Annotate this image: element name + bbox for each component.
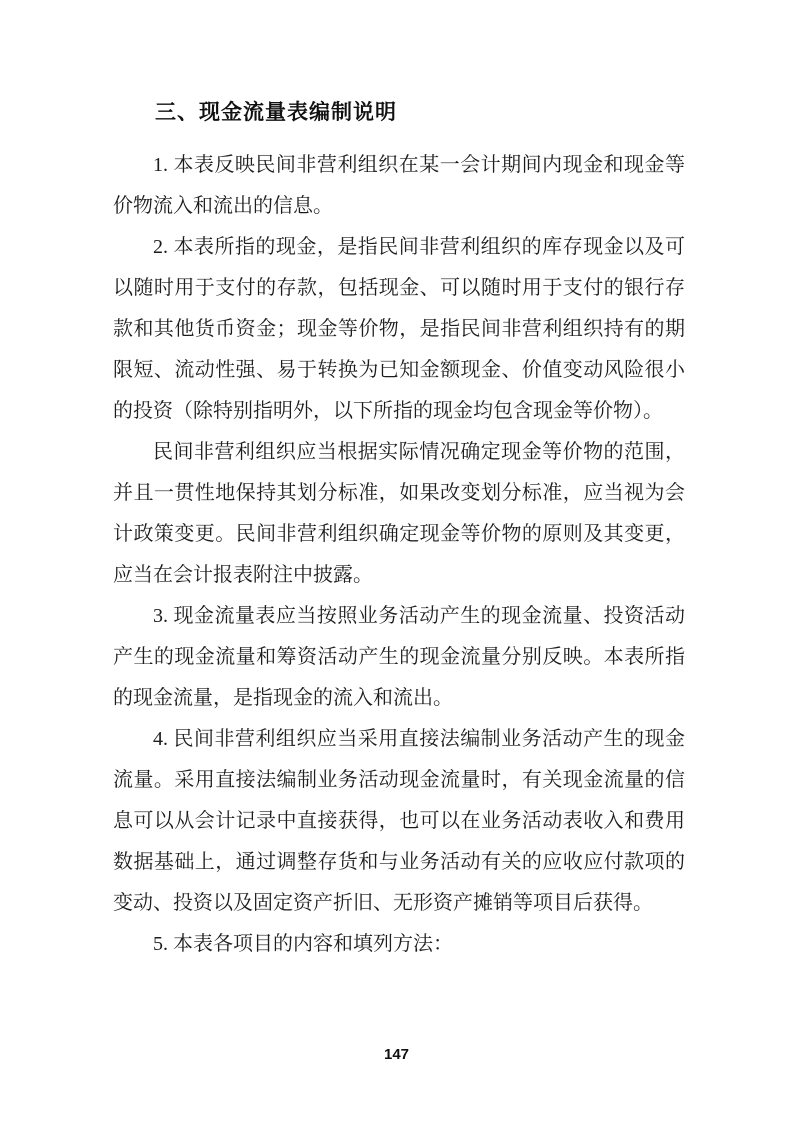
paragraph-1: 1. 本表反映民间非营利组织在某一会计期间内现金和现金等价物流入和流出的信息。 bbox=[113, 154, 685, 217]
paragraph-4: 3. 现金流量表应当按照业务活动产生的现金流量、投资活动产生的现金流量和筹资活动产生的现金流量分别反映。本表所指的现金流量，是指现金的流入和流出。 bbox=[113, 605, 685, 709]
page-footer bbox=[0, 1046, 793, 1064]
paragraph-3: 民间非营利组织应当根据实际情况确定现金等价物的范围，并且一贯性地保持其划分标准，如果改变划分标准，应当视为会计政策变更。民间非营利组织确定现金等价物的原则及其变更，应当在会计报表附注中披露。 bbox=[113, 441, 685, 586]
document-body bbox=[113, 92, 685, 965]
paragraph-2: 2. 本表所指的现金，是指民间非营利组织的库存现金以及可以随时用于支付的存款，包括现金、可以随时用于支付的银行存款和其他货币资金；现金等价物，是指民间非营利组织持有的期限短、流动性强、易于转换为已知金额现金、价值变动风险很小的投资（除特别指明外，以下所指的现金均包含现金等价物）。 bbox=[113, 236, 685, 422]
paragraph-6: 5. 本表各项目的内容和填列方法： bbox=[153, 933, 453, 955]
section-heading: 三、现金流量表编制说明 bbox=[155, 101, 397, 124]
paragraph-5: 4. 民间非营利组织应当采用直接法编制业务活动产生的现金流量。采用直接法编制业务活动现金流量时，有关现金流量的信息可以从会计记录中直接获得，也可以在业务活动表收入和费用数据基础上，通过调整存货和与业务活动有关的应收应付款项的变动、投资以及固定资产折旧、无形资产摊销等项目后获得。 bbox=[113, 728, 685, 914]
page-number: 147 bbox=[383, 1046, 410, 1063]
